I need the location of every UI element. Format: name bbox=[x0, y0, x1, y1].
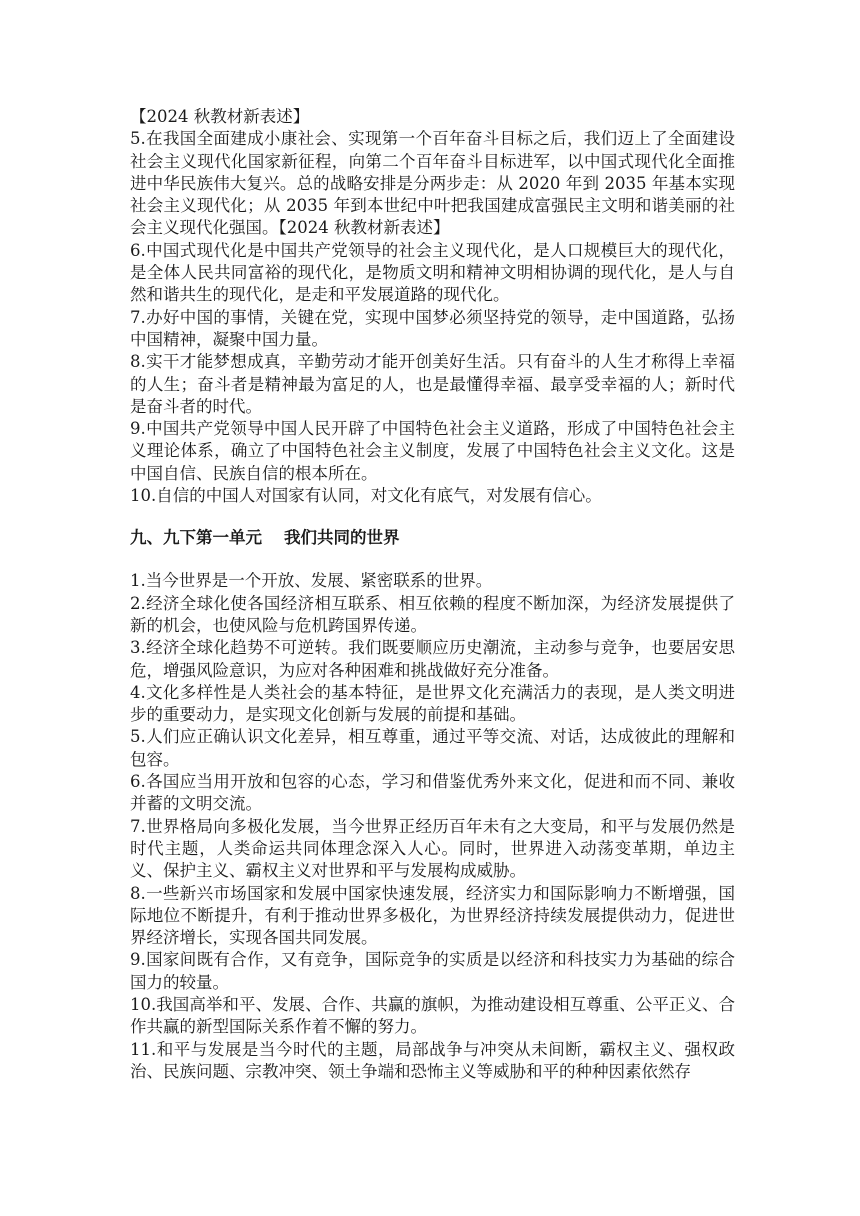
list-item: 6.各国应当用开放和包容的心态，学习和借鉴优秀外来文化，促进和而不同、兼收并蓄的文明交流。 bbox=[130, 772, 735, 814]
list-item: 9.国家间既有合作，又有竞争，国际竞争的实质是以经济和科技实力为基础的综合国力的较量。 bbox=[130, 950, 735, 992]
list-item: 9.中国共产党领导中国人民开辟了中国特色社会主义道路，形成了中国特色社会主义理论体系，确立了中国特色社会主义制度，发展了中国特色社会主义文化。这是中国自信、民族自信的根本所在。 bbox=[130, 419, 735, 483]
section-heading-title: 我们共同的世界 bbox=[284, 528, 400, 548]
document-page bbox=[130, 106, 735, 1083]
list-item: 7.办好中国的事情，关键在党，实现中国梦必须坚持党的领导，走中国道路，弘扬中国精神，凝聚中国力量。 bbox=[130, 307, 735, 349]
list-item: 7.世界格局向多极化发展，当今世界正经历百年未有之大变局，和平与发展仍然是时代主题，人类命运共同体理念深入人心。同时，世界进入动荡变革期，单边主义、保护主义、霸权主义对世界和平与发展构成威胁。 bbox=[130, 816, 735, 881]
list-item: 11.和平与发展是当今时代的主题，局部战争与冲突从未间断，霸权主义、强权政治、民族问题、宗教冲突、领土争端和恐怖主义等威胁和平的种种因素依然存 bbox=[130, 1039, 735, 1081]
list-item: 6.中国式现代化是中国共产党领导的社会主义现代化，是人口规模巨大的现代化，是全体人民共同富裕的现代化，是物质文明和精神文明相协调的现代化，是人与自然和谐共生的现代化，是走和平发展道路的现代化。 bbox=[130, 240, 735, 305]
list-item: 8.一些新兴市场国家和发展中国家快速发展，经济实力和国际影响力不断增强，国际地位不断提升，有利于推动世界多极化，为世界经济持续发展提供动力，促进世界经济增长，实现各国共同发展。 bbox=[130, 883, 735, 948]
list-item: 8.实干才能梦想成真，辛勤劳动才能开创美好生活。只有奋斗的人生才称得上幸福的人生；奋斗者是精神最为富足的人，也是最懂得幸福、最享受幸福的人；新时代是奋斗者的时代。 bbox=[130, 352, 735, 416]
section-heading bbox=[130, 527, 735, 549]
list-item: 5.在我国全面建成小康社会、实现第一个百年奋斗目标之后，我们迈上了全面建设社会主义现代化国家新征程，向第二个百年奋斗目标进军，以中国式现代化全面推进中华民族伟大复兴。总的战略安排是分两步走：从 2020 年到 2035 年基本实现社会主义现代化；从 2035 年到本世纪中叶把我国建成富强民主文明和谐美丽的社会主义现代化强国。【2024 秋教材新表述】 bbox=[130, 129, 735, 238]
list-item: 10.自信的中国人对国家有认同，对文化有底气，对发展有信心。 bbox=[130, 486, 602, 506]
tag-line: 【2024 秋教材新表述】 bbox=[130, 107, 310, 126]
list-item: 2.经济全球化使各国经济相互联系、相互依赖的程度不断加深，为经济发展提供了新的机会，也使风险与危机跨国界传递。 bbox=[130, 593, 735, 635]
list-item: 4.文化多样性是人类社会的基本特征，是世界文化充满活力的表现，是人类文明进步的重要动力，是实现文化创新与发展的前提和基础。 bbox=[130, 682, 735, 725]
list-item: 1.当今世界是一个开放、发展、紧密联系的世界。 bbox=[130, 571, 493, 591]
list-item: 3.经济全球化趋势不可逆转。我们既要顺应历史潮流，主动参与竞争，也要居安思危，增强风险意识，为应对各种困难和挑战做好充分准备。 bbox=[130, 638, 735, 680]
section-heading-number: 九、九下第一单元 bbox=[130, 528, 262, 548]
list-item: 5.人们应正确认识文化差异，相互尊重，通过平等交流、对话，达成彼此的理解和包容。 bbox=[130, 727, 735, 769]
list-item: 10.我国高举和平、发展、合作、共赢的旗帜，为推动建设相互尊重、公平正义、合作共赢的新型国际关系作着不懈的努力。 bbox=[130, 994, 735, 1037]
